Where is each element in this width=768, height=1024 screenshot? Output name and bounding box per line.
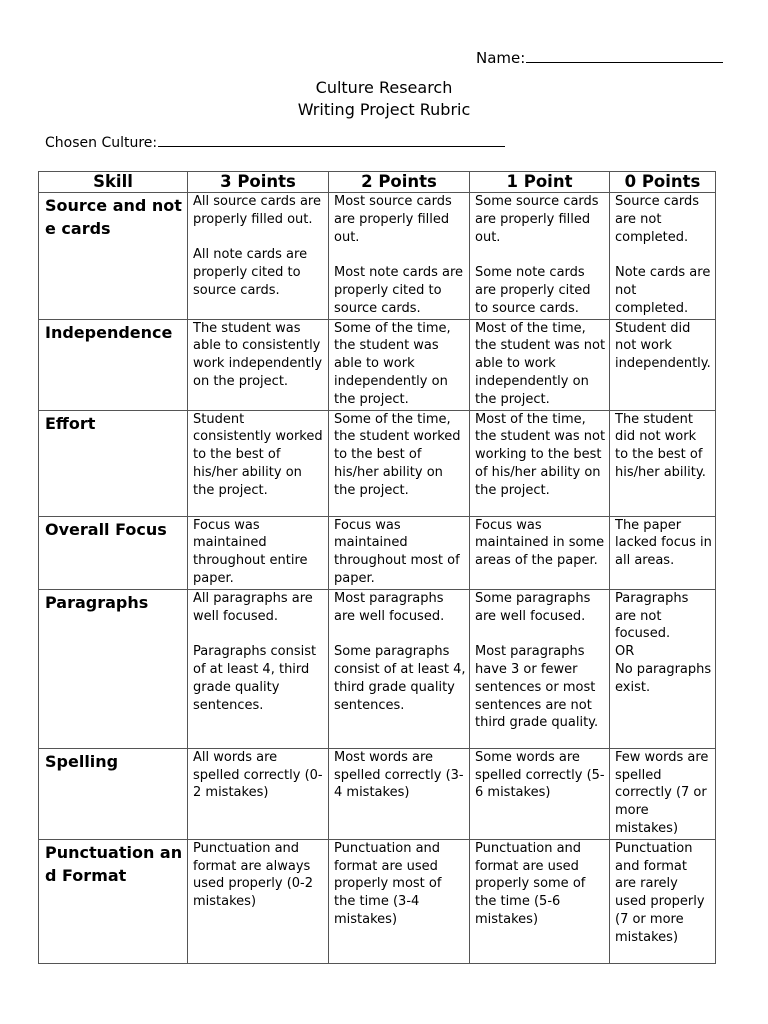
criteria-cell-0: Paragraphs are not focused. OR No paragraphs exist. xyxy=(610,589,716,748)
column-header-2-points: 2 Points xyxy=(329,172,470,193)
skill-cell: Source and note cards xyxy=(39,193,188,320)
skill-cell: Effort xyxy=(39,410,188,516)
column-header-3-points: 3 Points xyxy=(188,172,329,193)
criteria-cell-2: Some of the time, the student was able to work independently on the project. xyxy=(329,319,470,410)
column-header-1-point: 1 Point xyxy=(470,172,610,193)
name-field xyxy=(476,46,723,68)
skill-cell: Paragraphs xyxy=(39,589,188,748)
criteria-cell-3: All paragraphs are well focused. Paragraphs consist of at least 4, third grade quality sentences. xyxy=(188,589,329,748)
criteria-cell-0: Punctuation and format are rarely used properly (7 or more mistakes) xyxy=(610,839,716,963)
criteria-cell-2: Punctuation and format are used properly most of the time (3-4 mistakes) xyxy=(329,839,470,963)
criteria-cell-3: The student was able to consistently work independently on the project. xyxy=(188,319,329,410)
chosen-culture-label: Chosen Culture: xyxy=(45,135,158,151)
criteria-cell-1: Most of the time, the student was not working to the best of his/her ability on the project. xyxy=(470,410,610,516)
criteria-cell-0: The student did not work to the best of his/her ability. xyxy=(610,410,716,516)
criteria-cell-2: Focus was maintained throughout most of paper. xyxy=(329,516,470,589)
criteria-cell-0: Student did not work independently. xyxy=(610,319,716,410)
criteria-cell-3: All words are spelled correctly (0-2 mistakes) xyxy=(188,748,329,839)
rubric-row-paragraphs xyxy=(39,589,716,748)
rubric-table xyxy=(38,171,716,964)
skill-cell: Punctuation and Format xyxy=(39,839,188,963)
skill-cell: Overall Focus xyxy=(39,516,188,589)
rubric-row-effort xyxy=(39,410,716,516)
name-label: Name: xyxy=(476,49,526,67)
rubric-row-spelling xyxy=(39,748,716,839)
name-blank-line[interactable] xyxy=(526,46,723,63)
column-header-0-points: 0 Points xyxy=(610,172,716,193)
criteria-cell-3: All source cards are properly filled out. All note cards are properly cited to source cards. xyxy=(188,193,329,320)
criteria-cell-1: Some paragraphs are well focused. Most paragraphs have 3 or fewer sentences or most sentences are not third grade quality. xyxy=(470,589,610,748)
skill-cell: Spelling xyxy=(39,748,188,839)
criteria-cell-2: Most source cards are properly filled out. Most note cards are properly cited to source cards. xyxy=(329,193,470,320)
document-subtitle: Writing Project Rubric xyxy=(297,100,471,119)
criteria-cell-0: The paper lacked focus in all areas. xyxy=(610,516,716,589)
document-title: Culture Research xyxy=(315,78,453,97)
criteria-cell-0: Source cards are not completed. Note cards are not completed. xyxy=(610,193,716,320)
rubric-header-row xyxy=(39,172,716,193)
rubric-row-independence xyxy=(39,319,716,410)
criteria-cell-2: Most words are spelled correctly (3-4 mistakes) xyxy=(329,748,470,839)
criteria-cell-1: Some words are spelled correctly (5-6 mistakes) xyxy=(470,748,610,839)
criteria-cell-3: Punctuation and format are always used properly (0-2 mistakes) xyxy=(188,839,329,963)
criteria-cell-1: Focus was maintained in some areas of the paper. xyxy=(470,516,610,589)
column-header-skill: Skill xyxy=(39,172,188,193)
criteria-cell-1: Punctuation and format are used properly some of the time (5-6 mistakes) xyxy=(470,839,610,963)
criteria-cell-2: Most paragraphs are well focused. Some paragraphs consist of at least 4, third grade quality sentences. xyxy=(329,589,470,748)
chosen-culture-field xyxy=(45,132,505,152)
rubric-row-overall-focus xyxy=(39,516,716,589)
criteria-cell-3: Focus was maintained throughout entire paper. xyxy=(188,516,329,589)
skill-cell: Independence xyxy=(39,319,188,410)
criteria-cell-2: Some of the time, the student worked to the best of his/her ability on the project. xyxy=(329,410,470,516)
criteria-cell-3: Student consistently worked to the best of his/her ability on the project. xyxy=(188,410,329,516)
rubric-row-punctuation-format xyxy=(39,839,716,963)
criteria-cell-0: Few words are spelled correctly (7 or more mistakes) xyxy=(610,748,716,839)
chosen-culture-blank-line[interactable] xyxy=(158,132,505,147)
rubric-row-source-note-cards xyxy=(39,193,716,320)
criteria-cell-1: Some source cards are properly filled out. Some note cards are properly cited to source cards. xyxy=(470,193,610,320)
criteria-cell-1: Most of the time, the student was not able to work independently on the project. xyxy=(470,319,610,410)
